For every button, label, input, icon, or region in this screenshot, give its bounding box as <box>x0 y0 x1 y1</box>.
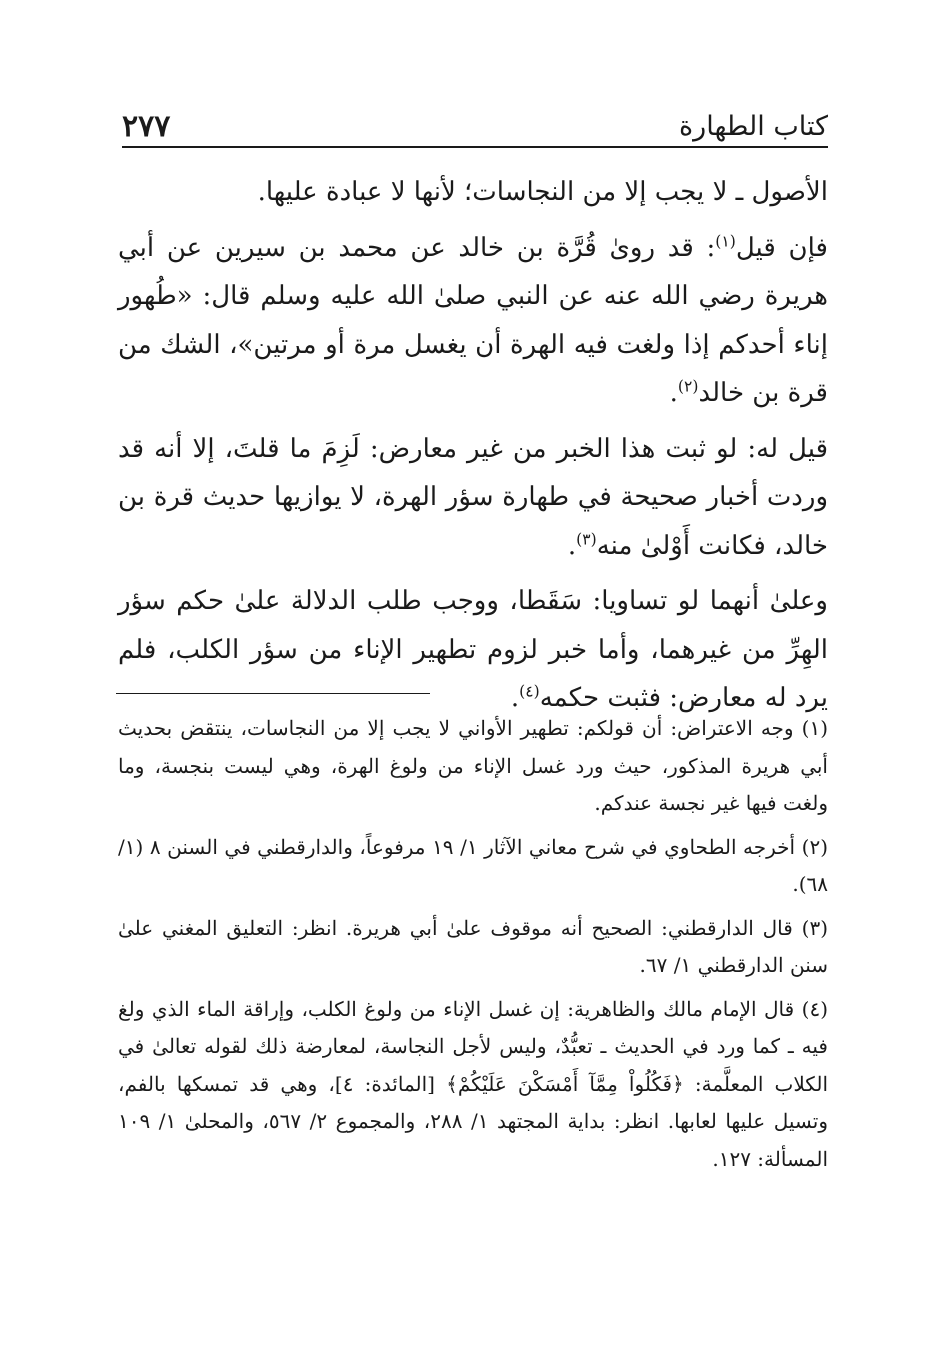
footnote-ref: (٢) <box>677 377 699 396</box>
text-run: . <box>510 683 520 713</box>
text-run: فإن قيل <box>735 232 828 263</box>
paragraph <box>118 577 828 723</box>
footnote: (٤) قال الإمام مالك والظاهرية: إن غسل الإناء من ولوغ الكلب، وإراقة الماء الذي ولغ فيه ـ كما ورد في الحديث ـ تعبُّدٌ، وليس لأجل النجاسة، لمعارضة ذلك لقوله تعالىٰ في الكلاب المعلَّمة: ﴿فَكُلُواْ مِمَّآ أَمْسَكْنَ عَلَيْكُمْ﴾ [المائدة: ٤]، وهي قد تمسكها بالفم، وتسيل عليها لعابها. انظر: بداية المجتهد ١/ ٢٨٨، والمجموع ٢/ ٥٦٧، والمحلىٰ ١/ ١٠٩ المسألة: ١٢٧. <box>118 996 828 1171</box>
footnote: (٢) أخرجه الطحاوي في شرح معاني الآثار ١/ ١٩ مرفوعاً، والدارقطني في السنن ٨ (١/ ٦٨). <box>118 834 828 896</box>
header-divider <box>122 146 828 148</box>
paragraph <box>118 168 828 217</box>
paragraph <box>118 224 828 418</box>
footnote-ref: (٣) <box>576 529 597 548</box>
paragraph <box>118 425 828 571</box>
text-run: قيل له: لو ثبت هذا الخبر من غير معارض: لَزِمَ ما قلتَ، إلا أنه قد وردت أخبار صحيحة في طهارة سؤر الهرة، لا يوازيها حديث قرة بن خالد، فكانت أَوْلىٰ منه <box>118 433 828 561</box>
text-run: . <box>567 530 577 561</box>
footnote: (١) وجه الاعتراض: أن قولكم: تطهير الأواني لا يجب إلا من النجاسات، ينتقض بحديث أبي هريرة المذكور، حيث ورد غسل الإناء من ولوغ الهرة، وهي ليست بنجسة، وما ولغت فيها غير نجسة عندكم. <box>118 716 828 815</box>
chapter-title: كتاب الطهارة <box>679 111 828 142</box>
running-header <box>122 102 828 144</box>
text-run: . <box>669 378 678 408</box>
footnote-ref: (٤) <box>519 682 540 701</box>
text-run: : قد روىٰ قُرَّة بن خالد عن محمد بن سيرين عن أبي هريرة رضي الله عنه عن النبي صلىٰ الله عليه وسلم قال: «طُهور إناء أحدكم إذا ولغت فيه الهرة أن يغسل مرة أو مرتين»، الشك من قرة بن خالد <box>118 232 828 408</box>
footnote: (٣) قال الدارقطني: الصحيح أنه موقوف علىٰ أبي هريرة. انظر: التعليق المغني علىٰ سنن الدارقطني ١/ ٦٧. <box>118 915 828 977</box>
text-run: وعلىٰ أنهما لو تساويا: سَقَطا، ووجب طلب الدلالة علىٰ حكم سؤر الهِرِّ من غيرهما، وأما خبر لزوم تطهير الإناء من سؤر الكلب، فلم يرد له معارض: فثبت حكمه <box>118 586 828 713</box>
main-text <box>118 168 828 723</box>
footnote-ref: (١) <box>715 231 736 250</box>
footnote-divider <box>116 693 430 694</box>
footnotes <box>118 710 828 1178</box>
page-number: ٢٧٧ <box>122 109 171 144</box>
text-run: الأصول ـ لا يجب إلا من النجاسات؛ لأنها لا عبادة عليها. <box>257 177 828 207</box>
